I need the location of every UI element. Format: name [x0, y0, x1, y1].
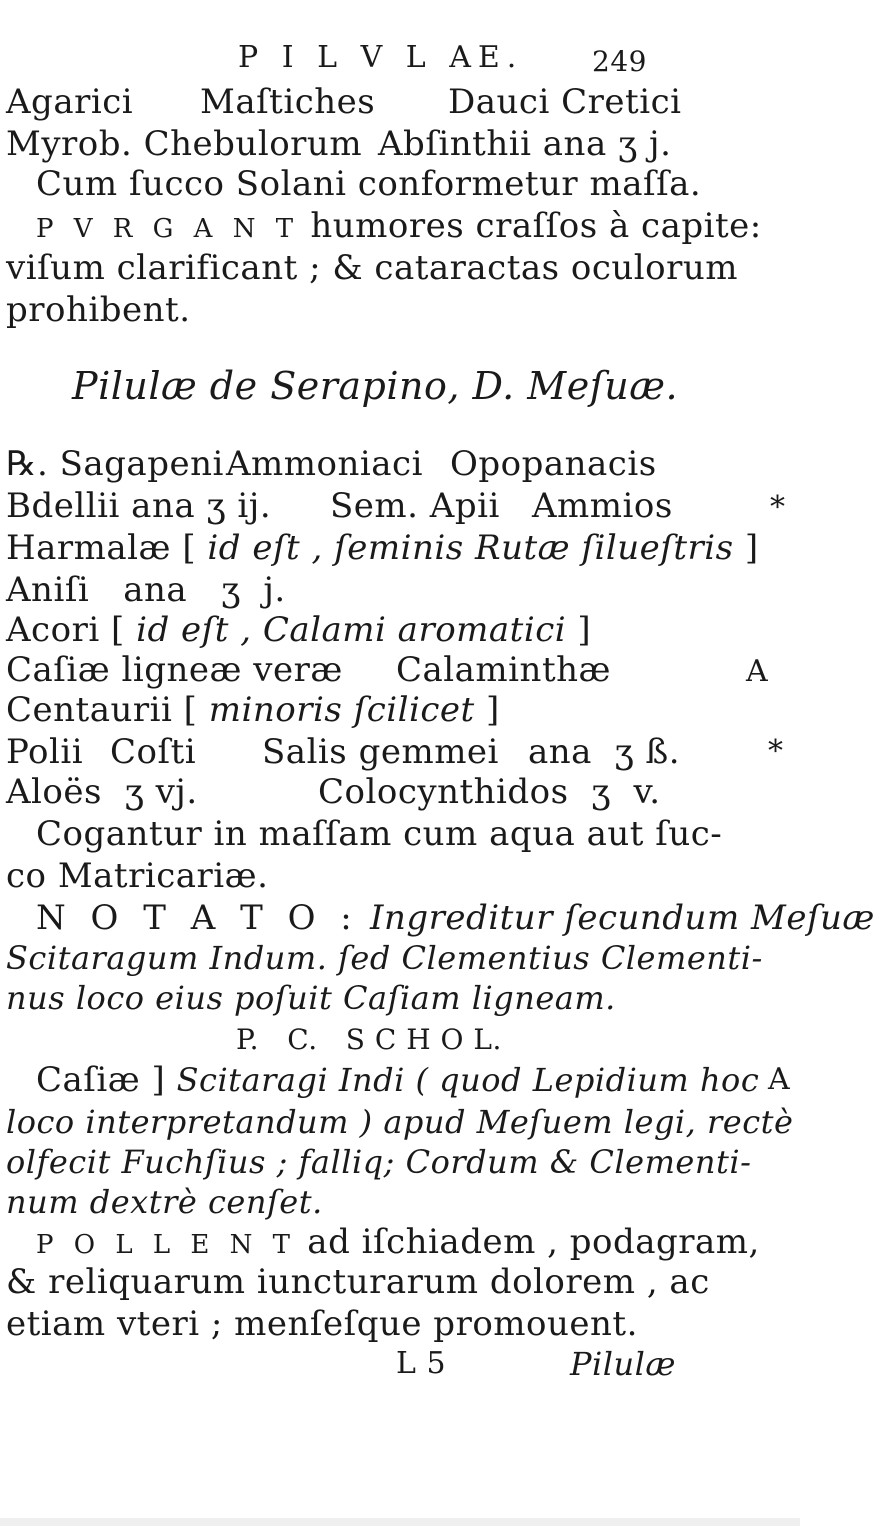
text-line-02a: Myrob. Chebulorum — [6, 124, 363, 164]
running-head-title: P I L V L AE. — [238, 40, 524, 75]
text-line-07a: ℞. Sagapeni — [6, 444, 224, 484]
text-line-04 — [36, 206, 762, 249]
catchword: Pilulæ — [570, 1345, 676, 1383]
text-line-22 — [36, 1060, 759, 1100]
text-line-07b: Ammoniaci — [226, 444, 423, 484]
text-line-09-italic: id eſt , ſeminis Rutæ ſilueſtris — [207, 528, 734, 568]
text-line-04-smallcaps: P V R G A N T — [36, 214, 300, 244]
text-line-15a: Aloës ʒ vj. — [6, 772, 198, 812]
text-line-06: prohibent. — [6, 290, 191, 330]
text-line-11-a: Acori [ — [6, 610, 137, 650]
text-line-02b: Abſinthii ana ʒ j. — [378, 124, 672, 164]
text-line-11-c: ] — [566, 610, 592, 650]
text-line-14a: Polii — [6, 732, 84, 772]
text-line-13-a: Centaurii [ — [6, 690, 209, 730]
margin-letter-a-1: A — [746, 654, 768, 689]
text-line-05: viſum clarificant ; & cataractas oculorum — [6, 248, 739, 288]
text-line-03: Cum ſucco Solani conformetur maſſa. — [36, 164, 702, 204]
margin-asterisk-1: * — [770, 490, 785, 525]
text-line-09-c: ] — [733, 528, 759, 568]
signature-mark: L 5 — [396, 1346, 447, 1381]
page-number: 249 — [592, 45, 647, 78]
text-line-22-italic: Scitaragi Indi ( quod Lepidium hoc — [176, 1061, 760, 1099]
section-title: Pilulæ de Serapino, D. Meſuæ. — [72, 364, 679, 408]
text-line-08b: Sem. Apii — [330, 486, 500, 526]
text-line-14c: Salis gemmei — [262, 732, 499, 772]
text-line-18-italic: Ingreditur ſecundum Meſuæ — [358, 898, 875, 938]
text-line-25: num dextrè cenſet. — [6, 1183, 323, 1221]
text-line-10: Aniſi ana ʒ j. — [6, 570, 286, 610]
text-line-13-italic: minoris ſcilicet — [208, 690, 475, 730]
text-line-09-a: Harmalæ [ — [6, 528, 208, 568]
text-line-13 — [6, 690, 500, 730]
text-line-08a: Bdellii ana ʒ ij. — [6, 486, 272, 526]
text-line-23: loco interpretandum ) apud Meſuem legi, rectè — [6, 1103, 794, 1141]
text-line-09 — [6, 528, 759, 568]
text-line-13-c: ] — [474, 690, 500, 730]
text-line-01a: Agarici — [6, 82, 134, 122]
text-line-14b: Coſti — [110, 732, 197, 772]
text-line-16: Cogantur in maſſam cum aqua aut ſuc- — [36, 814, 723, 854]
text-line-26 — [36, 1222, 760, 1265]
text-line-01c: Dauci Cretici — [448, 82, 682, 122]
text-line-15b: Colocynthidos ʒ v. — [318, 772, 661, 812]
margin-asterisk-2: * — [768, 734, 783, 769]
text-line-17: co Matricariæ. — [6, 856, 269, 896]
text-line-12b: Calaminthæ — [396, 650, 611, 690]
margin-letter-a-2: A — [768, 1062, 790, 1097]
text-line-27: & reliquarum iuncturarum dolorem , ac — [6, 1262, 710, 1302]
text-line-07c: Opopanacis — [450, 444, 657, 484]
text-line-04-rest: humores craſſos à capite: — [299, 206, 762, 246]
text-line-08c: Ammios — [532, 486, 673, 526]
scholium-heading: P. C. S C H O L. — [236, 1023, 502, 1056]
text-line-28: etiam vteri ; menſeſque promouent. — [6, 1304, 638, 1344]
text-line-01b: Maſtiches — [200, 82, 376, 122]
text-line-20: nus loco eius poſuit Caſiam ligneam. — [6, 979, 616, 1017]
text-line-24: olfecit Fuchſius ; falliq; Cordum & Clementi- — [6, 1143, 752, 1181]
text-line-18-smallcaps: N O T A T O : — [36, 898, 359, 938]
text-line-12a: Caſiæ ligneæ veræ — [6, 650, 343, 690]
text-line-26-rest: ad iſchiadem , podagram, — [296, 1222, 760, 1262]
text-line-11-italic: id eſt , Calami aromatici — [136, 610, 567, 650]
page-edge — [0, 1518, 800, 1526]
text-line-26-smallcaps: P O L L E N T — [36, 1230, 296, 1260]
text-line-18 — [36, 898, 875, 938]
text-line-22-a: Caſiæ ] — [36, 1060, 177, 1100]
text-line-14d: ana ʒ ß. — [528, 732, 681, 772]
text-line-19: Scitaragum Indum. ſed Clementius Clementi- — [6, 939, 763, 977]
text-line-11 — [6, 610, 591, 650]
